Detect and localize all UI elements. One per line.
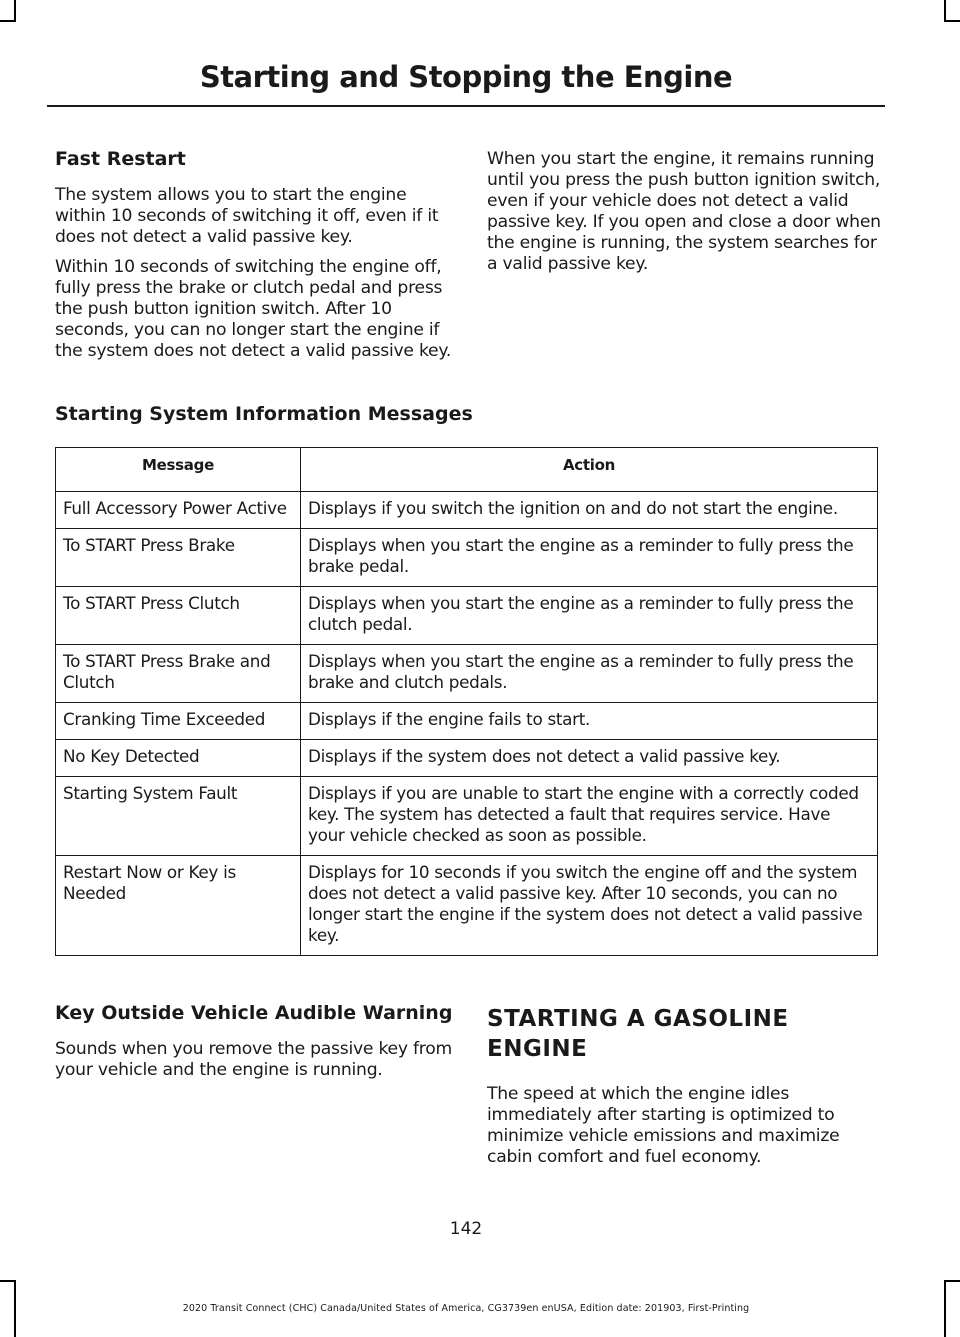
gasoline-heading [487,1004,887,1064]
table-row [56,703,878,740]
crop-mark [944,1280,960,1282]
fast-restart-paragraph: Within 10 seconds of switching the engine off, fully press the brake or clutch pedal and press the push button ignition switch. After 10 seconds, you can no longer start the engine if the system does not detect a valid passive key. [55,257,452,361]
action-cell: Displays when you start the engine as a reminder to fully press the brake and clutch pedals. [301,645,878,703]
action-cell: Displays if the system does not detect a valid passive key. [301,740,878,777]
crop-mark [944,1280,946,1337]
fast-restart-section [55,148,455,362]
message-cell: No Key Detected [56,740,301,777]
table-row [56,587,878,645]
message-cell: To START Press Clutch [56,587,301,645]
column-header-message: Message [56,448,301,492]
message-cell: To START Press Brake and Clutch [56,645,301,703]
footer-text: 2020 Transit Connect (CHC) Canada/United States of America, CG3739en enUSA, Edition date: 201903, First-Printing [182,1303,750,1314]
table-header-row [56,448,878,492]
fast-restart-paragraph: When you start the engine, it remains running until you press the push button ignition switch, even if your vehicle does not detect a valid passive key. If you open and close a door when the engine is running, the system searches for a valid passive key. [487,149,881,274]
table-row [56,856,878,956]
messages-table [55,447,878,956]
gasoline-heading-line: STARTING A GASOLINE [487,1006,789,1032]
title-rule [47,105,885,107]
gasoline-section [487,1004,887,1168]
messages-heading: Starting System Information Messages [55,403,473,425]
crop-mark [944,20,960,22]
table-row [56,777,878,856]
action-cell: Displays if the engine fails to start. [301,703,878,740]
action-cell: Displays if you switch the ignition on and do not start the engine. [301,492,878,529]
message-cell: Restart Now or Key is Needed [56,856,301,956]
crop-mark [0,20,16,22]
key-warning-section [55,1002,455,1081]
fast-restart-heading: Fast Restart [55,148,186,170]
message-cell: Full Accessory Power Active [56,492,301,529]
crop-mark [14,0,16,22]
action-cell: Displays for 10 seconds if you switch the engine off and the system does not detect a valid passive key. After 10 seconds, you can no longer start the engine if the system does not detect a valid passive key. [301,856,878,956]
page-number: 142 [449,1219,483,1239]
crop-mark [0,1280,16,1282]
crop-mark [944,0,946,22]
message-cell: Starting System Fault [56,777,301,856]
action-cell: Displays when you start the engine as a reminder to fully press the clutch pedal. [301,587,878,645]
message-cell: To START Press Brake [56,529,301,587]
table-row [56,740,878,777]
message-cell: Cranking Time Exceeded [56,703,301,740]
action-cell: Displays if you are unable to start the engine with a correctly coded key. The system has detected a fault that requires service. Have your vehicle checked as soon as possible. [301,777,878,856]
column-header-action: Action [301,448,878,492]
table-row [56,529,878,587]
key-warning-paragraph: Sounds when you remove the passive key from your vehicle and the engine is running. [55,1039,452,1080]
fast-restart-paragraph: The system allows you to start the engine within 10 seconds of switching it off, even if it does not detect a valid passive key. [55,185,439,247]
key-warning-heading: Key Outside Vehicle Audible Warning [55,1002,453,1024]
page-title: Starting and Stopping the Engine [199,60,733,94]
table-row [56,492,878,529]
gasoline-paragraph: The speed at which the engine idles immediately after starting is optimized to minimize vehicle emissions and maximize cabin comfort and fuel economy. [487,1084,840,1167]
gasoline-heading-line: ENGINE [487,1036,588,1062]
table-row [56,645,878,703]
action-cell: Displays when you start the engine as a reminder to fully press the brake pedal. [301,529,878,587]
fast-restart-continued [487,149,887,275]
